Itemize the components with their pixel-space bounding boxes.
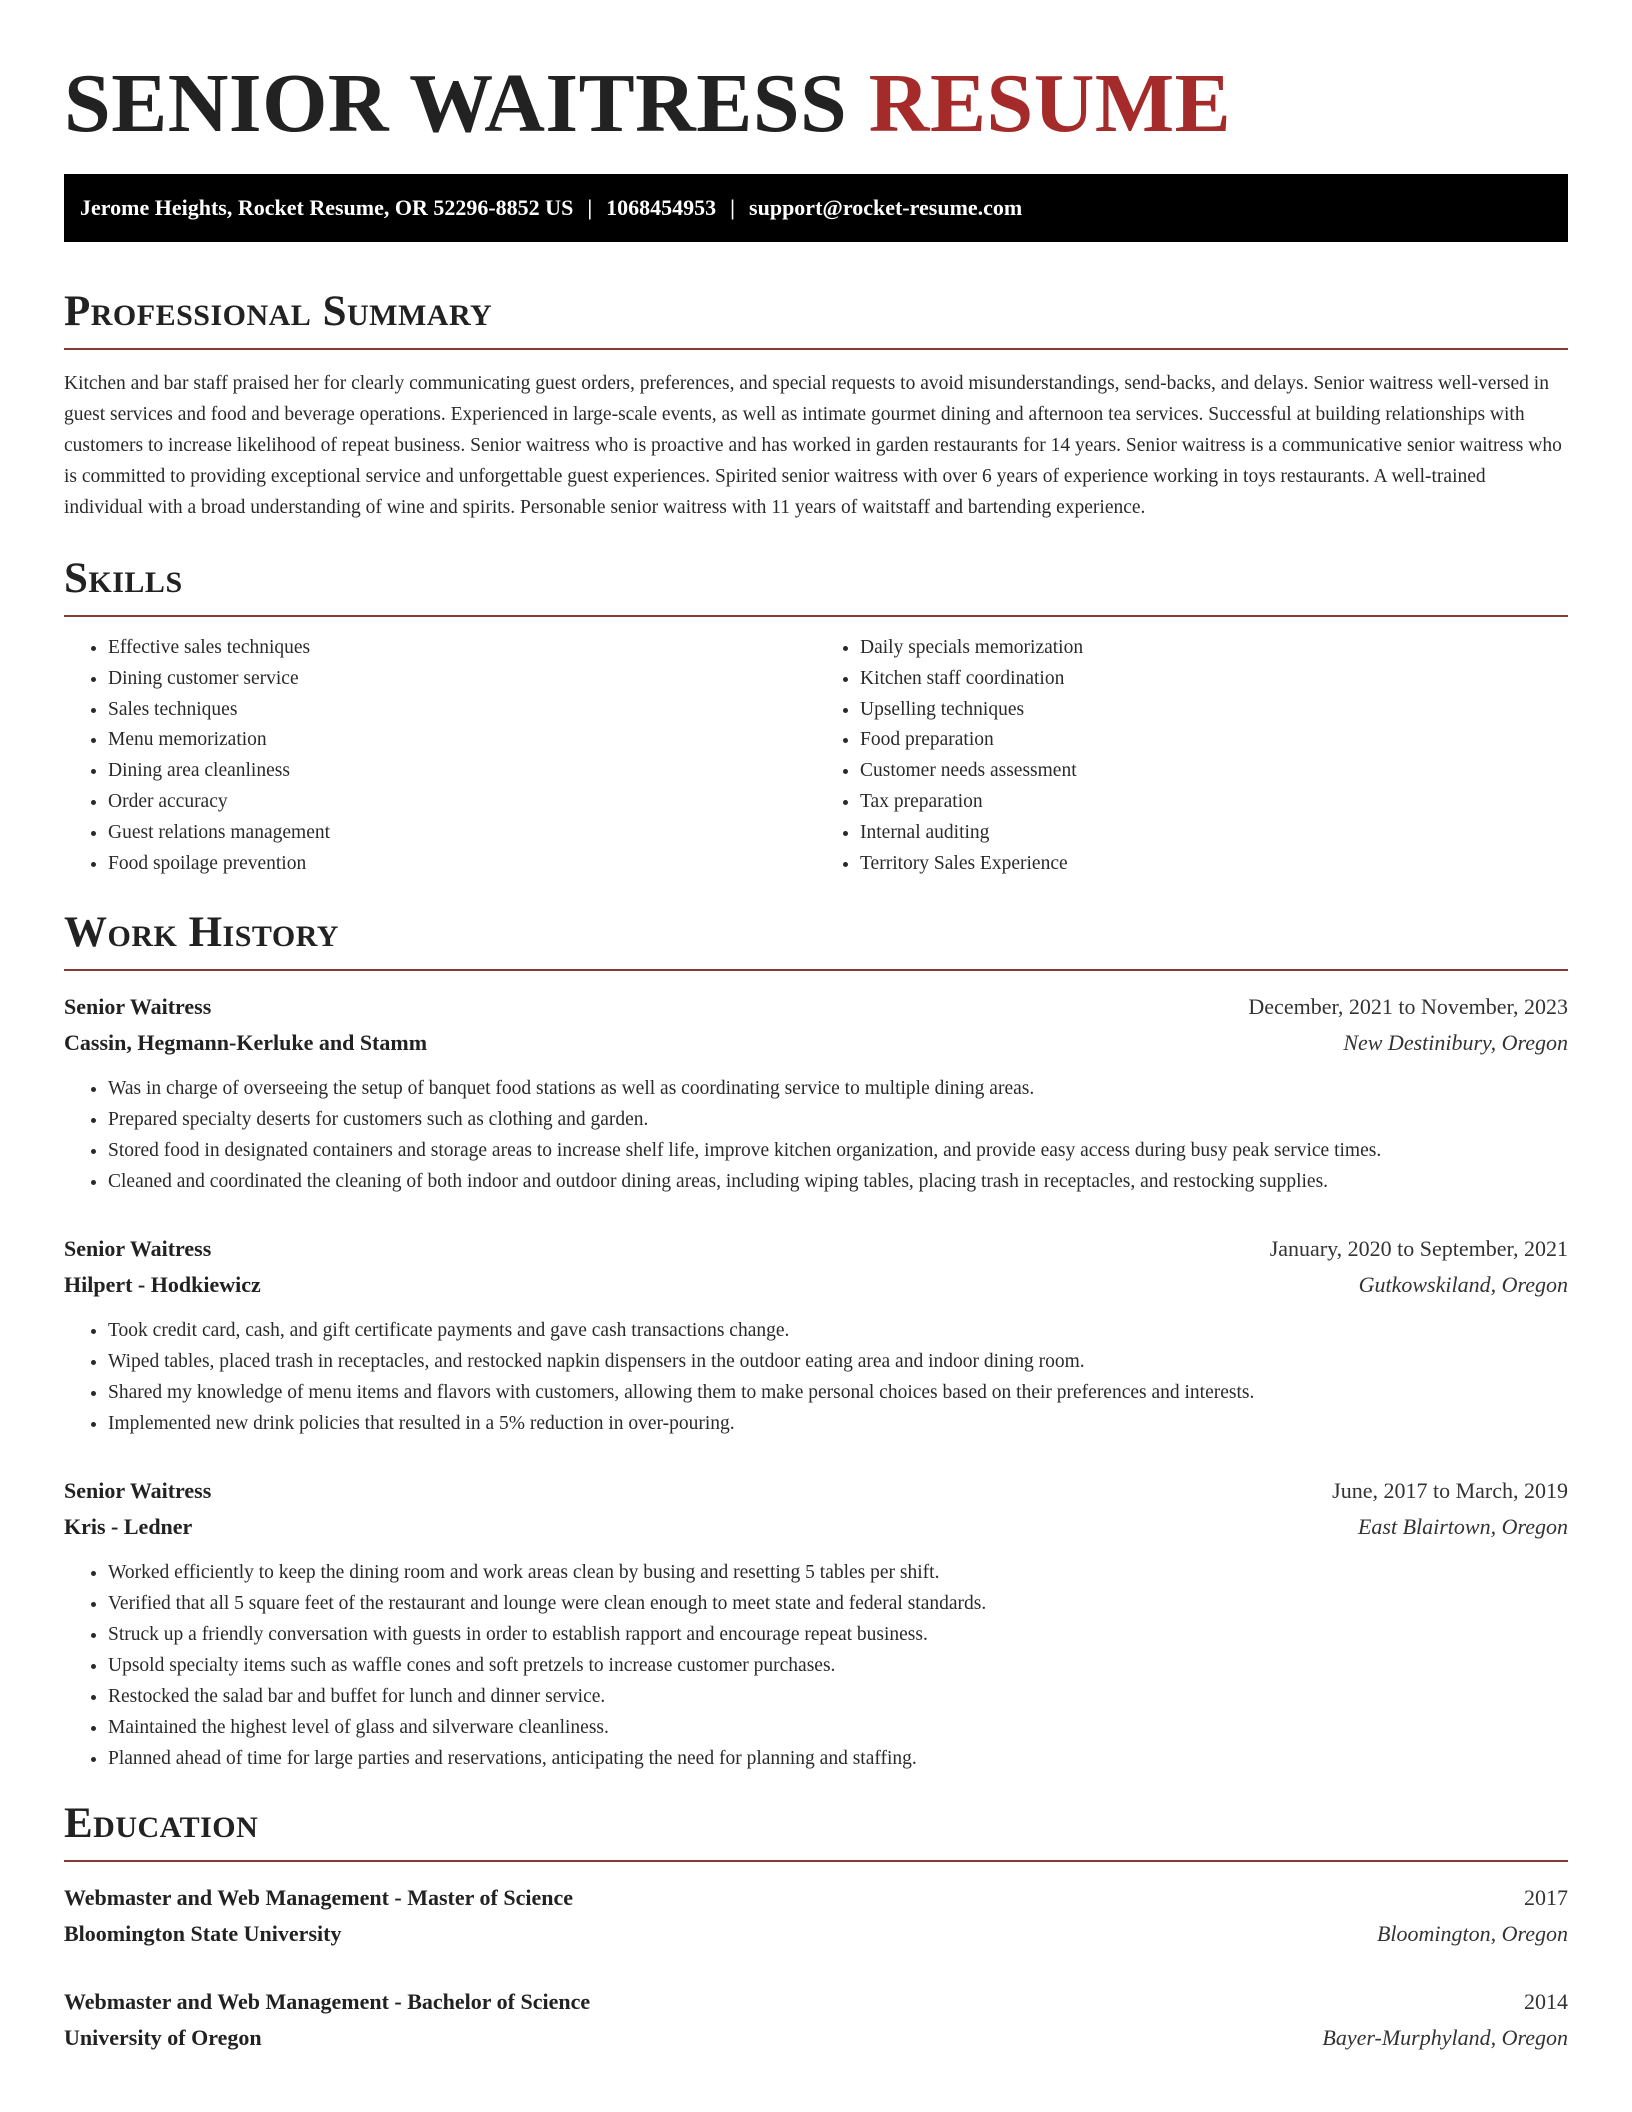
education-school-row bbox=[64, 1916, 1568, 1952]
job-bullets bbox=[64, 1557, 1568, 1774]
skill-item: • Dining customer service bbox=[108, 664, 816, 695]
job-company: Kris - Ledner bbox=[64, 1514, 193, 1540]
education-degree: Webmaster and Web Management - Bachelor of Science bbox=[64, 1989, 591, 2015]
job-bullet: • Verified that all 5 square feet of the restaurant and lounge were clean enough to meet state and federal standards. bbox=[108, 1588, 1568, 1619]
section-heading-summary: Professional Summary bbox=[64, 288, 493, 335]
job-title: Senior Waitress bbox=[64, 1478, 212, 1504]
section-heading-work: Work History bbox=[64, 909, 339, 957]
job-entry bbox=[64, 989, 1568, 1197]
job-location: East Blairtown, Oregon bbox=[1357, 1514, 1568, 1540]
job-dates: June, 2017 to March, 2019 bbox=[1332, 1478, 1568, 1504]
job-header-row bbox=[64, 989, 1568, 1025]
job-bullet: • Cleaned and coordinated the cleaning of both indoor and outdoor dining areas, including wiping tables, placing trash in receptacles, and restocking supplies. bbox=[108, 1166, 1568, 1197]
job-header-row bbox=[64, 1231, 1568, 1267]
skill-item: • Menu memorization bbox=[108, 725, 816, 756]
skill-item: • Internal auditing bbox=[860, 818, 1568, 849]
job-bullet: • Worked efficiently to keep the dining room and work areas clean by busing and resetting 5 tables per shift. bbox=[108, 1557, 1568, 1588]
skill-item: • Territory Sales Experience bbox=[860, 849, 1568, 880]
skills-list-left bbox=[64, 633, 816, 879]
job-bullet: • Stored food in designated containers and storage areas to increase shelf life, improve kitchen organization, and provide easy access during busy peak service times. bbox=[108, 1135, 1568, 1166]
contact-separator: | bbox=[730, 195, 736, 220]
skills-columns bbox=[64, 633, 1568, 879]
skill-item: • Effective sales techniques bbox=[108, 633, 816, 664]
job-bullets bbox=[64, 1073, 1568, 1197]
education-school-row bbox=[64, 2020, 1568, 2056]
education-degree-row bbox=[64, 1880, 1568, 1916]
education-section bbox=[64, 1796, 1568, 2056]
contact-bar bbox=[64, 174, 1568, 242]
professional-summary-section bbox=[64, 284, 1568, 523]
skill-item: • Daily specials memorization bbox=[860, 633, 1568, 664]
skill-item: • Guest relations management bbox=[108, 818, 816, 849]
job-bullet: • Implemented new drink policies that resulted in a 5% reduction in over-pouring. bbox=[108, 1408, 1568, 1439]
section-divider bbox=[64, 615, 1568, 617]
job-company-row bbox=[64, 1025, 1568, 1061]
skill-item: • Dining area cleanliness bbox=[108, 756, 816, 787]
section-heading-skills: Skills bbox=[64, 555, 183, 602]
job-bullet: • Was in charge of overseeing the setup of banquet food stations as well as coordinating service to multiple dining areas. bbox=[108, 1073, 1568, 1104]
contact-separator: | bbox=[587, 195, 593, 220]
job-bullet: • Restocked the salad bar and buffet for lunch and dinner service. bbox=[108, 1681, 1568, 1712]
job-bullets bbox=[64, 1315, 1568, 1439]
job-dates: December, 2021 to November, 2023 bbox=[1248, 994, 1568, 1020]
job-title: Senior Waitress bbox=[64, 994, 212, 1020]
section-divider bbox=[64, 1860, 1568, 1862]
job-company-row bbox=[64, 1267, 1568, 1303]
skills-section bbox=[64, 551, 1568, 879]
contact-phone: 1068454953 bbox=[606, 195, 717, 220]
summary-text: Kitchen and bar staff praised her for clearly communicating guest orders, preferences, and special requests to avoid misunderstandings, send-backs, and delays. Senior waitress well-versed in guest services and food and beverage operations. Experienced in large-scale events, as well as intimate gourmet dining and afternoon tea services. Successful at building relationships with customers to increase likelihood of repeat business. Senior waitress who is proactive and has worked in garden restaurants for 14 years. Senior waitress is a communicative senior waitress who is committed to providing exceptional service and unforgettable guest experiences. Spirited senior waitress with over 6 years of experience working in toys restaurants. A well-trained individual with a broad understanding of wine and spirits. Personable senior waitress with 11 years of waitstaff and bartending experience. bbox=[64, 373, 1562, 518]
job-bullet: • Maintained the highest level of glass and silverware cleanliness. bbox=[108, 1712, 1568, 1743]
education-entry bbox=[64, 1880, 1568, 1952]
skill-item: • Food spoilage prevention bbox=[108, 849, 816, 880]
skill-item: • Kitchen staff coordination bbox=[860, 664, 1568, 695]
job-bullet: • Upsold specialty items such as waffle cones and soft pretzels to increase customer purchases. bbox=[108, 1650, 1568, 1681]
job-entry bbox=[64, 1231, 1568, 1439]
job-dates: January, 2020 to September, 2021 bbox=[1269, 1236, 1568, 1262]
title-accent: RESUME bbox=[868, 57, 1232, 150]
job-bullet: • Planned ahead of time for large parties and reservations, anticipating the need for planning and staffing. bbox=[108, 1743, 1568, 1774]
skill-item: • Upselling techniques bbox=[860, 695, 1568, 726]
job-entry bbox=[64, 1473, 1568, 1774]
education-degree: Webmaster and Web Management - Master of Science bbox=[64, 1885, 573, 1911]
job-bullet: • Shared my knowledge of menu items and flavors with customers, allowing them to make personal choices based on their preferences and interests. bbox=[108, 1377, 1568, 1408]
job-company: Hilpert - Hodkiewicz bbox=[64, 1272, 261, 1298]
work-history-section bbox=[64, 905, 1568, 1774]
skills-list-right bbox=[816, 633, 1568, 879]
job-location: Gutkowskiland, Oregon bbox=[1358, 1272, 1568, 1298]
title-main: SENIOR WAITRESS bbox=[64, 57, 848, 150]
contact-address: Jerome Heights, Rocket Resume, OR 52296-8852 US bbox=[80, 195, 574, 220]
education-degree-row bbox=[64, 1984, 1568, 2020]
job-title: Senior Waitress bbox=[64, 1236, 212, 1262]
skill-item: • Tax preparation bbox=[860, 787, 1568, 818]
job-company: Cassin, Hegmann-Kerluke and Stamm bbox=[64, 1030, 428, 1056]
section-heading-education: Education bbox=[64, 1800, 259, 1848]
job-bullet: • Took credit card, cash, and gift certificate payments and gave cash transactions change. bbox=[108, 1315, 1568, 1346]
job-header-row bbox=[64, 1473, 1568, 1509]
resume-title bbox=[64, 0, 1568, 150]
job-bullet: • Prepared specialty deserts for customers such as clothing and garden. bbox=[108, 1104, 1568, 1135]
section-divider bbox=[64, 969, 1568, 971]
contact-email: support@rocket-resume.com bbox=[749, 195, 1023, 220]
education-year: 2014 bbox=[1524, 1989, 1568, 2015]
skill-item: • Customer needs assessment bbox=[860, 756, 1568, 787]
education-location: Bayer-Murphyland, Oregon bbox=[1322, 2025, 1568, 2051]
education-entry bbox=[64, 1984, 1568, 2056]
education-location: Bloomington, Oregon bbox=[1376, 1921, 1568, 1947]
education-year: 2017 bbox=[1524, 1885, 1568, 1911]
skill-item: • Order accuracy bbox=[108, 787, 816, 818]
section-divider bbox=[64, 348, 1568, 350]
education-school: University of Oregon bbox=[64, 2025, 262, 2051]
job-bullet: • Wiped tables, placed trash in receptacles, and restocked napkin dispensers in the outdoor eating area and indoor dining room. bbox=[108, 1346, 1568, 1377]
education-school: Bloomington State University bbox=[64, 1921, 342, 1947]
job-location: New Destinibury, Oregon bbox=[1343, 1030, 1568, 1056]
job-bullet: • Struck up a friendly conversation with guests in order to establish rapport and encourage repeat business. bbox=[108, 1619, 1568, 1650]
job-company-row bbox=[64, 1509, 1568, 1545]
skill-item: • Food preparation bbox=[860, 725, 1568, 756]
skill-item: • Sales techniques bbox=[108, 695, 816, 726]
